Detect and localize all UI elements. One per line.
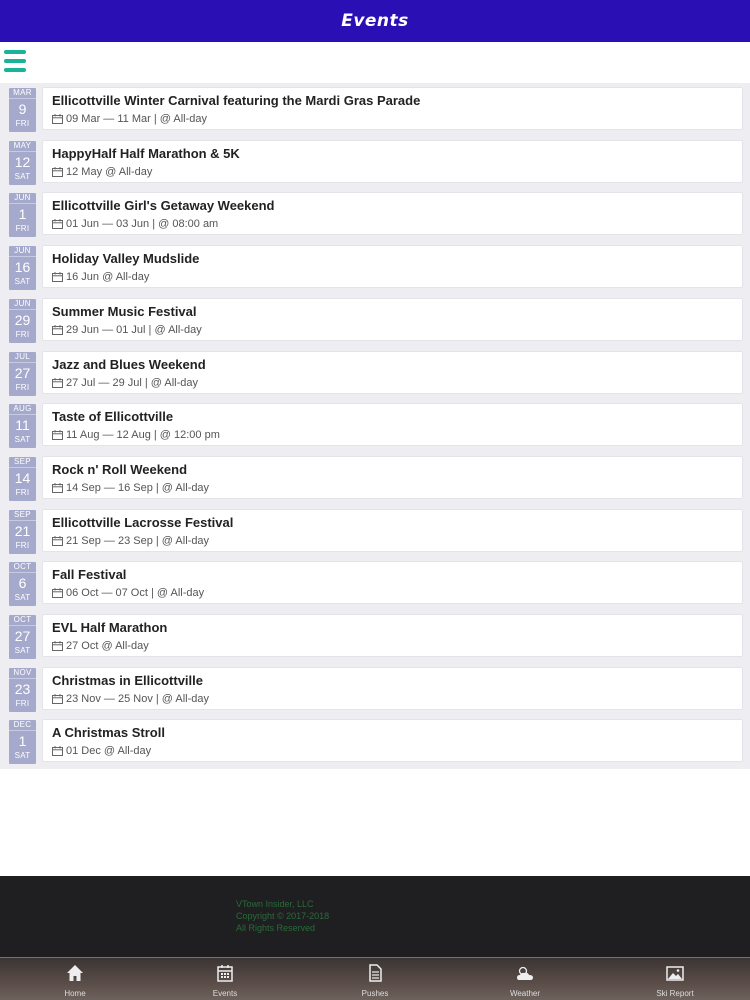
calendar-icon — [52, 219, 63, 229]
date-month: JUL — [9, 352, 36, 363]
event-row — [0, 136, 750, 189]
event-meta — [52, 535, 209, 547]
event-card[interactable] — [42, 87, 743, 130]
copyright-text — [236, 898, 329, 934]
date-weekday: FRI — [15, 329, 30, 339]
weather-icon — [515, 963, 535, 983]
date-weekday: SAT — [14, 277, 31, 287]
date-day: 27 — [14, 628, 31, 644]
event-card[interactable] — [42, 403, 743, 446]
tab-label: Events — [212, 989, 238, 998]
event-card[interactable] — [42, 667, 743, 710]
event-when: 14 Sep — 16 Sep | @ All-day — [66, 481, 210, 494]
event-card[interactable] — [42, 719, 743, 762]
date-badge — [9, 457, 36, 501]
date-badge — [9, 193, 36, 237]
date-month: SEP — [9, 510, 36, 521]
tab-home[interactable] — [0, 958, 150, 1000]
calendar-icon — [52, 325, 63, 335]
event-title: Rock n' Roll Weekend — [52, 461, 188, 477]
event-when: 27 Jul — 29 Jul | @ All-day — [66, 376, 199, 389]
date-weekday: FRI — [15, 487, 30, 497]
date-day: 9 — [18, 101, 27, 117]
event-when: 01 Dec @ All-day — [66, 745, 152, 758]
date-day: 29 — [14, 311, 31, 328]
date-day: 11 — [15, 417, 30, 434]
event-meta — [52, 640, 149, 652]
event-meta — [52, 482, 209, 494]
event-card[interactable] — [42, 509, 743, 552]
tab-label: Home — [64, 989, 86, 998]
company-name: VTown Insider, LLC — [236, 899, 314, 909]
event-meta — [52, 429, 220, 441]
copyright-line: Copyright © 2017-2018 — [236, 911, 330, 921]
date-month: OCT — [9, 562, 36, 573]
date-weekday: FRI — [15, 698, 30, 708]
date-day: 14 — [14, 469, 31, 486]
event-row — [0, 663, 750, 716]
event-when: 06 Oct — 07 Oct | @ All-day — [66, 587, 205, 600]
event-title: Jazz and Blues Weekend — [52, 356, 206, 372]
event-card[interactable] — [42, 140, 743, 183]
date-badge — [9, 141, 36, 185]
event-title: Ellicottville Girl's Getaway Weekend — [52, 198, 275, 214]
event-row — [0, 347, 750, 400]
event-card[interactable] — [42, 192, 743, 235]
calendar-icon — [52, 746, 63, 756]
date-badge — [9, 615, 36, 659]
calendar-icon — [52, 378, 63, 388]
event-meta — [52, 113, 207, 125]
date-month: SEP — [9, 457, 36, 468]
date-month: JUN — [9, 299, 36, 310]
home-icon — [65, 963, 85, 983]
event-row — [0, 83, 750, 136]
date-badge — [9, 510, 36, 554]
event-meta — [52, 693, 209, 705]
event-meta — [52, 587, 204, 599]
event-when: 21 Sep — 23 Sep | @ All-day — [66, 534, 210, 547]
tab-events[interactable] — [150, 958, 300, 1000]
date-weekday: SAT — [14, 751, 31, 761]
calendar-icon — [52, 641, 63, 651]
event-row — [0, 241, 750, 294]
event-when: 01 Jun — 03 Jun | @ 08:00 am — [66, 218, 219, 231]
event-card[interactable] — [42, 561, 743, 604]
date-badge — [9, 88, 36, 132]
rights-line: All Rights Reserved — [236, 923, 316, 933]
event-when: 27 Oct @ All-day — [66, 640, 149, 652]
date-day: 12 — [14, 153, 31, 170]
picture-icon — [665, 963, 685, 983]
date-weekday: FRI — [15, 224, 30, 234]
date-badge — [9, 668, 36, 712]
event-row — [0, 294, 750, 347]
date-weekday: SAT — [14, 593, 31, 603]
event-title: Fall Festival — [52, 567, 127, 583]
calendar-icon — [52, 588, 63, 598]
date-badge — [9, 352, 36, 396]
event-title: Christmas in Ellicottville — [52, 672, 203, 688]
date-month: AUG — [9, 404, 36, 415]
event-when: 09 Mar — 11 Mar | @ All-day — [66, 113, 207, 125]
event-title: Holiday Valley Mudslide — [52, 251, 200, 267]
date-day: 1 — [18, 206, 27, 223]
date-day: 1 — [18, 733, 27, 750]
tab-pushes[interactable] — [300, 958, 450, 1000]
event-row — [0, 505, 750, 558]
event-title: EVL Half Marathon — [52, 620, 168, 635]
calendar-icon — [215, 963, 235, 983]
footer — [0, 876, 750, 960]
date-weekday: FRI — [15, 382, 30, 392]
date-day: 6 — [18, 575, 27, 592]
event-title: Ellicottville Winter Carnival featuring the Mardi Gras Parade — [52, 93, 421, 108]
event-meta — [52, 166, 152, 178]
calendar-icon — [52, 272, 63, 282]
calendar-icon — [52, 430, 63, 440]
date-month: OCT — [9, 615, 36, 626]
tab-bar — [0, 957, 750, 1000]
date-day: 16 — [14, 259, 31, 276]
event-title: HappyHalf Half Marathon & 5K — [52, 145, 240, 161]
event-when: 29 Jun — 01 Jul | @ All-day — [66, 323, 202, 336]
calendar-icon — [52, 536, 63, 546]
calendar-icon — [52, 114, 63, 124]
tab-weather[interactable] — [450, 958, 600, 1000]
date-month: NOV — [9, 668, 36, 679]
event-card[interactable] — [42, 614, 743, 657]
event-title: Ellicottville Lacrosse Festival — [52, 514, 234, 530]
date-weekday: FRI — [15, 119, 30, 128]
header-bar — [0, 0, 750, 42]
tab-ski-report[interactable] — [600, 958, 750, 1000]
event-row — [0, 557, 750, 610]
date-weekday: SAT — [14, 171, 31, 181]
event-title: Summer Music Festival — [52, 303, 197, 319]
date-weekday: SAT — [14, 646, 31, 655]
event-card[interactable] — [42, 245, 743, 288]
event-row — [0, 715, 750, 768]
date-badge — [9, 299, 36, 343]
event-meta — [52, 745, 151, 757]
event-title: Taste of Ellicottville — [52, 409, 174, 425]
tab-label: Weather — [509, 989, 541, 998]
event-row — [0, 399, 750, 452]
event-list — [0, 83, 750, 769]
date-badge — [9, 562, 36, 606]
document-icon — [365, 963, 385, 983]
calendar-icon — [52, 483, 63, 493]
event-card[interactable] — [42, 351, 743, 394]
event-when: 12 May @ All-day — [66, 165, 153, 178]
event-row — [0, 452, 750, 505]
date-month: JUN — [9, 246, 36, 257]
event-meta — [52, 218, 218, 230]
event-when: 11 Aug — 12 Aug | @ 12:00 pm — [66, 429, 220, 442]
event-meta — [52, 377, 198, 389]
date-day: 21 — [14, 522, 31, 539]
page-title: Events — [341, 11, 409, 31]
date-badge — [9, 404, 36, 448]
date-day: 23 — [14, 680, 31, 697]
hamburger-menu-icon[interactable] — [4, 50, 26, 72]
event-when: 16 Jun @ All-day — [66, 271, 150, 284]
date-month: JUN — [9, 193, 36, 204]
date-weekday: SAT — [14, 435, 31, 445]
event-card[interactable] — [42, 456, 743, 499]
date-day: 27 — [14, 364, 31, 381]
date-badge — [9, 720, 36, 764]
event-meta — [52, 324, 202, 336]
event-card[interactable] — [42, 298, 743, 341]
event-row — [0, 610, 750, 663]
date-month: MAR — [9, 88, 36, 99]
event-title: A Christmas Stroll — [52, 725, 165, 741]
event-meta — [52, 271, 149, 283]
tab-label: Pushes — [361, 989, 389, 998]
tab-label: Ski Report — [656, 989, 694, 998]
date-month: DEC — [9, 720, 36, 731]
date-badge — [9, 246, 36, 290]
event-row — [0, 188, 750, 241]
date-month: MAY — [9, 141, 36, 152]
calendar-icon — [52, 694, 63, 704]
calendar-icon — [52, 167, 63, 177]
event-when: 23 Nov — 25 Nov | @ All-day — [66, 692, 210, 705]
date-weekday: FRI — [15, 540, 30, 550]
